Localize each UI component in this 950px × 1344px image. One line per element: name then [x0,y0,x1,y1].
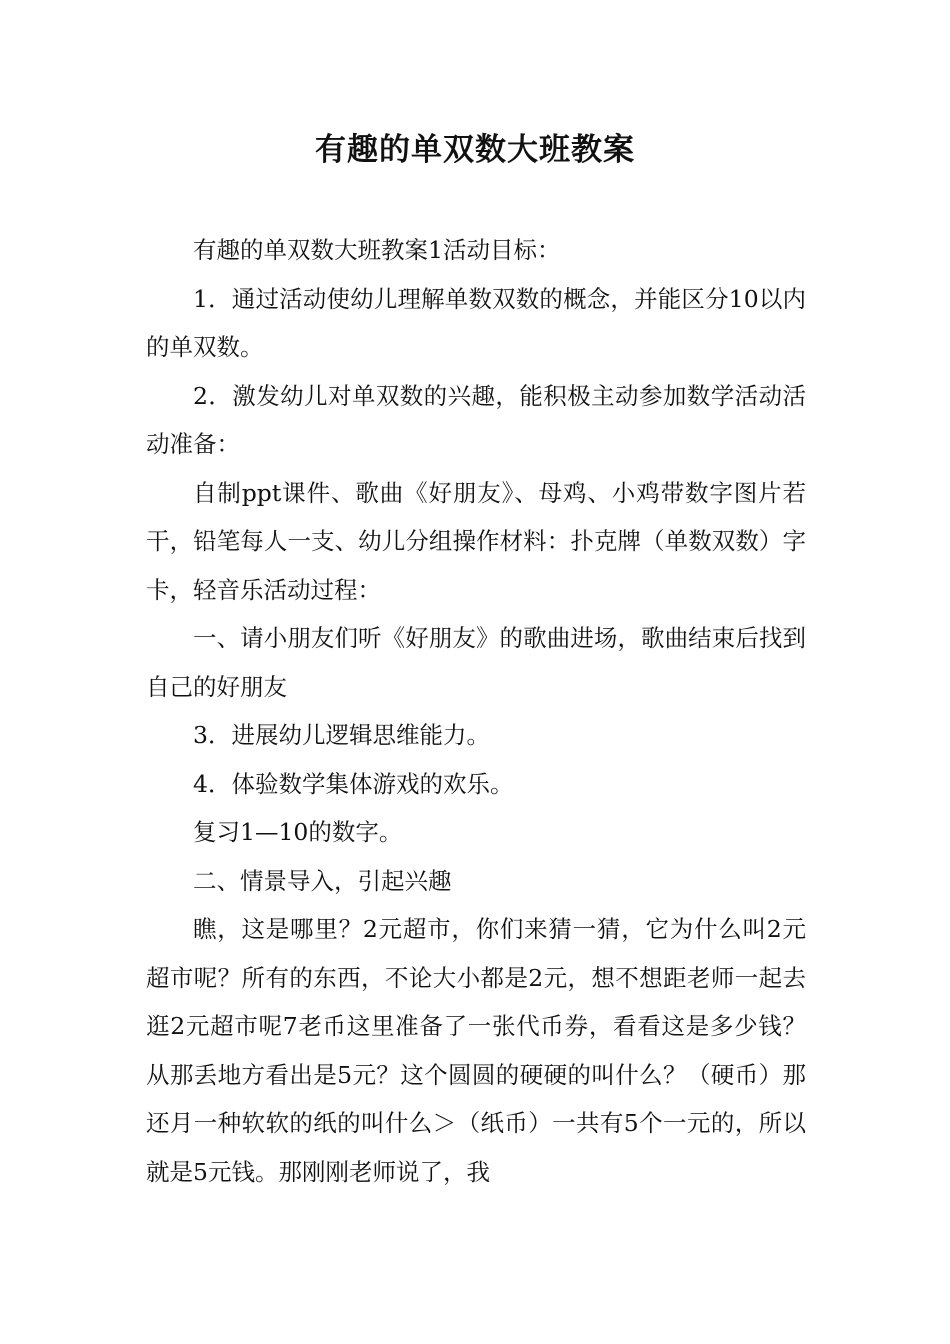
paragraph-goal-1: 1．通过活动使幼儿理解单数双数的概念，并能区分10以内的单双数。 [146,284,806,361]
paragraph-goal-2: 2．激发幼儿对单双数的兴趣，能积极主动参加数学活动活动准备： [146,381,806,458]
paragraph-activity-goals: 有趣的单双数大班教案1活动目标： [193,236,561,264]
document-title: 有趣的单双数大班教案 [315,132,635,168]
paragraph-step-1: 一、请小朋友们听《好朋友》的歌曲进场，歌曲结束后找到自己的好朋友 [146,624,806,701]
paragraph-supermarket: 瞧，这是哪里？2元超市，你们来猜一猜，它为什么叫2元超市呢？所有的东西，不论大小都是2元，想不想距老师一起去逛2元超市呢7老币这里准备了一张代币券，看看这是多少钱？从那丢地方看出是5元？这个圆圆的硬硬的叫什么？（硬币）那还月一种软软的纸的叫什么＞（纸币）一共有5个一元的，所以就是5元钱。那刚刚老师说了，我 [146,915,806,1186]
paragraph-goal-4: 4．体验数学集体游戏的欢乐。 [193,769,514,798]
paragraph-step-2: 二、情景导入，引起兴趣 [193,866,452,895]
document-body [146,226,806,1196]
paragraph-goal-3: 3．进展幼儿逻辑思维能力。 [193,721,490,749]
paragraph-review: 复习1—10的数字。 [193,818,403,846]
paragraph-preparation: 自制ppt课件、歌曲《好朋友》、母鸡、小鸡带数字图片若干，铅笔每人一支、幼儿分组操作材料：扑克牌（单数双数）字卡，轻音乐活动过程： [146,478,806,604]
